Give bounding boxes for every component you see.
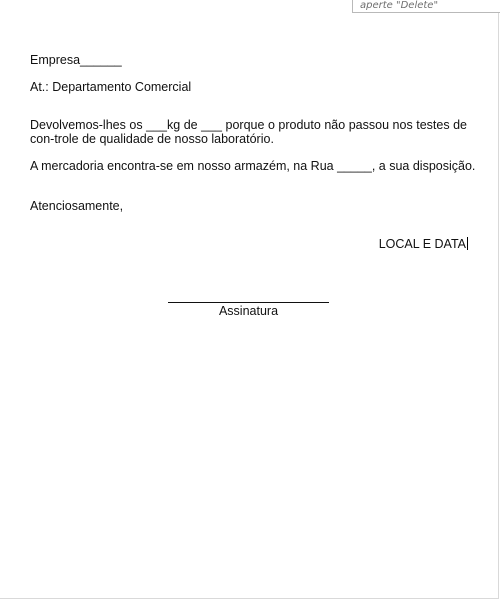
signature-line [168, 302, 329, 303]
place-date-line[interactable] [379, 237, 468, 251]
merchandise-paragraph[interactable]: A mercadoria encontra-se em nosso armazém, na Rua _____, a sua disposição. [30, 159, 476, 173]
place-date-text: LOCAL E DATA [378, 237, 466, 251]
attention-line[interactable]: At.: Departamento Comercial [30, 80, 192, 94]
delete-hint-box [352, 0, 500, 13]
closing-line[interactable]: Atenciosamente, [30, 199, 124, 213]
return-paragraph[interactable]: Devolvemos-lhes os ___kg de ___ porque o produto não passou nos testes de con-trole de qualidade de nosso laboratório. [30, 118, 467, 146]
text-cursor [467, 237, 468, 250]
delete-hint-text: aperte "Delete" [360, 0, 439, 11]
signature-label: Assinatura [218, 304, 279, 318]
company-line[interactable]: Empresa______ [30, 53, 122, 67]
